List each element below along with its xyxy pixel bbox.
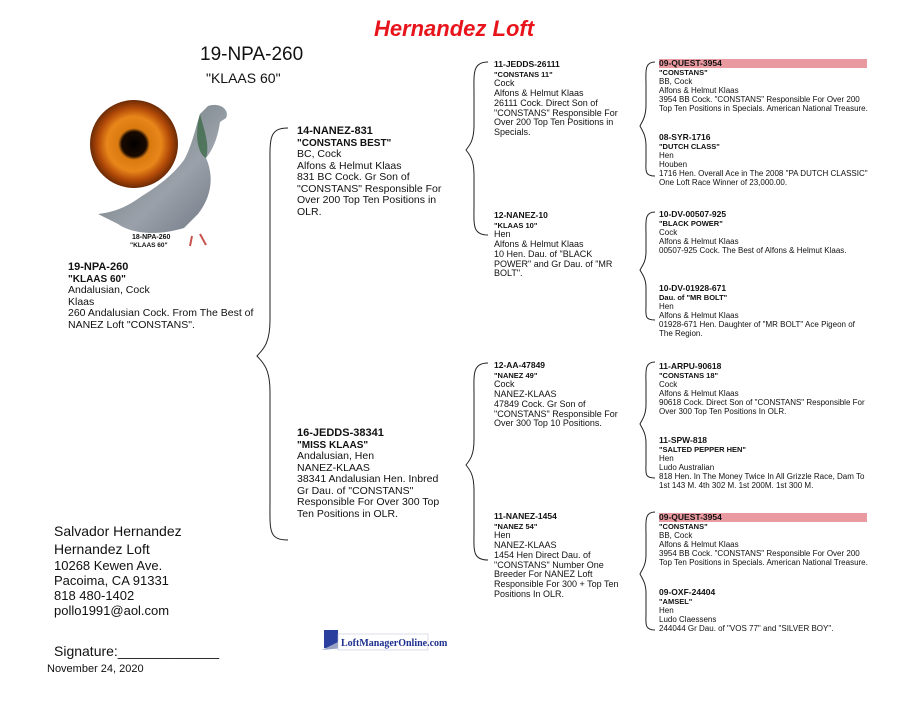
gen4-entry xyxy=(659,436,869,490)
gen3-color-sex: Hen xyxy=(494,229,511,240)
gen4-breeder: Alfons & Helmut Klaas xyxy=(659,389,739,398)
gen4-notes: 818 Hen. In The Money Twice In All Grizzle Race, Dam To 1st 143 M. 4th 302 M. 1st 200M. 1st 300 M. xyxy=(659,472,865,490)
gen3-name: "KLAAS 10" xyxy=(494,220,538,230)
gen4-color-sex: Hen xyxy=(659,606,674,615)
gen3-band: 11-JEDDS-26111 xyxy=(494,59,560,69)
gen4-color-sex: BB, Cock xyxy=(659,531,693,540)
gen3-entry xyxy=(494,361,629,429)
dam-band: 16-JEDDS-38341 xyxy=(297,427,384,439)
gen4-color-sex: Hen xyxy=(659,302,674,311)
gen4-name: "DUTCH CLASS" xyxy=(659,142,720,151)
bracket-gen2-sire xyxy=(466,62,488,235)
gen4-color-sex: BB, Cock xyxy=(659,77,693,86)
gen3-entry xyxy=(494,512,629,599)
gen4-notes: 3954 BB Cock. "CONSTANS" Responsible For Over 200 Top Ten Positions in Specials. American National Treasure. xyxy=(659,549,868,567)
signature-line: Signature:_____________ xyxy=(54,643,220,659)
sire-notes: 831 BC Cock. Gr Son of "CONSTANS" Responsible For Over 200 Top Ten Positions in OLR. xyxy=(297,171,442,218)
bracket-gen2-dam xyxy=(466,363,488,560)
gen3-name: "CONSTANS 11" xyxy=(494,69,553,79)
gen4-entry xyxy=(659,362,869,416)
subject-name: "KLAAS 60" xyxy=(68,273,126,285)
subject-band: 19-NPA-260 xyxy=(68,261,129,273)
gen4-notes: 01928-671 Hen. Daughter of "MR BOLT" Ace Pigeon of The Region. xyxy=(659,320,855,338)
gen4-band: 09-QUEST-3954 xyxy=(659,59,867,68)
gen3-color-sex: Cock xyxy=(494,379,515,390)
gen4-breeder: Ludo Claessens xyxy=(659,615,717,624)
gen4-color-sex: Hen xyxy=(659,151,674,160)
gen4-band: 08-SYR-1716 xyxy=(659,132,711,142)
gen4-breeder: Ludo Australian xyxy=(659,463,715,472)
gen4-band: 11-ARPU-90618 xyxy=(659,361,722,371)
gen4-breeder: Alfons & Helmut Klaas xyxy=(659,237,739,246)
gen3-notes: 1454 Hen Direct Dau. of "CONSTANS" Number One Breeder For NANEZ Loft Responsible For 300 + Top Ten Positions In OLR. xyxy=(494,549,619,599)
gen4-band: 11-SPW-818 xyxy=(659,435,708,445)
gen4-entry xyxy=(659,588,869,633)
loft-title: Hernandez Loft xyxy=(373,16,535,41)
gen4-notes: 90618 Cock. Direct Son of "CONSTANS" Responsible For Over 300 Top Ten Positions In OLR. xyxy=(659,398,865,416)
gen4-notes: 00507-925 Cock. The Best of Alfons & Helmut Klaas. xyxy=(659,246,847,255)
photo-caption-band: 18-NPA-260 xyxy=(132,234,171,241)
sire-entry xyxy=(297,126,447,218)
bracket-gen3-c xyxy=(640,362,655,478)
gen4-color-sex: Cock xyxy=(659,380,678,389)
loftmanager-logo[interactable] xyxy=(322,622,448,658)
gen4-breeder: Alfons & Helmut Klaas xyxy=(659,311,739,320)
sire-breeder: Alfons & Helmut Klaas xyxy=(297,159,402,172)
gen4-breeder: Alfons & Helmut Klaas xyxy=(659,540,739,549)
subject-entry xyxy=(68,262,258,331)
gen4-notes: 244044 Gr Dau. of "VOS 77" and "SILVER BOY". xyxy=(659,624,834,633)
dam-name: "MISS KLAAS" xyxy=(297,439,369,451)
dam-notes: 38341 Andalusian Hen. Inbred Gr Dau. of "CONSTANS" Responsible For Over 300 Top Ten Positions in OLR. xyxy=(297,473,440,520)
owner-block xyxy=(54,523,182,618)
gen4-notes: 3954 BB Cock. "CONSTANS" Responsible For Over 200 Top Ten Positions in Specials. American National Treasure. xyxy=(659,95,868,113)
gen4-entry xyxy=(659,210,869,255)
gen4-name: "SALTED PEPPER HEN" xyxy=(659,445,746,454)
gen3-breeder: NANEZ-KLAAS xyxy=(494,389,557,400)
gen4-entry xyxy=(659,284,869,338)
pigeon-photo xyxy=(88,96,236,248)
owner-loft: Hernandez Loft xyxy=(54,540,150,557)
gen3-breeder: Alfons & Helmut Klaas xyxy=(494,88,584,99)
eye-image xyxy=(90,100,178,188)
owner-address2: Pacoima, CA 91331 xyxy=(54,573,169,588)
gen4-color-sex: Cock xyxy=(659,228,678,237)
subject-breeder: Klaas xyxy=(68,295,95,308)
gen3-breeder: Alfons & Helmut Klaas xyxy=(494,239,584,250)
gen3-notes: 10 Hen. Dau. of "BLACK POWER" and Gr Dau. of "MR BOLT". xyxy=(494,248,613,279)
gen3-color-sex: Hen xyxy=(494,530,511,541)
gen3-band: 11-NANEZ-1454 xyxy=(494,511,557,521)
gen4-entry xyxy=(659,59,869,113)
gen4-notes: 1716 Hen. Overall Ace in The 2008 "PA DUTCH CLASSIC" One Loft Race Winner of 23,000.00. xyxy=(659,169,868,187)
gen3-entry xyxy=(494,60,629,138)
gen4-breeder: Alfons & Helmut Klaas xyxy=(659,86,739,95)
sire-name: "CONSTANS BEST" xyxy=(297,137,392,149)
gen3-band: 12-AA-47849 xyxy=(494,360,546,370)
gen4-name: "BLACK POWER" xyxy=(659,219,723,228)
subject-notes: 260 Andalusian Cock. From The Best of NANEZ Loft "CONSTANS". xyxy=(68,307,254,331)
gen4-entry xyxy=(659,133,869,187)
dam-entry xyxy=(297,428,447,520)
gen4-name: "CONSTANS" xyxy=(659,522,708,531)
gen3-band: 12-NANEZ-10 xyxy=(494,210,548,220)
gen4-breeder: Houben xyxy=(659,160,688,169)
gen4-name: "CONSTANS 18" xyxy=(659,371,719,380)
gen3-name: "NANEZ 54" xyxy=(494,521,538,531)
gen4-band: 10-DV-00507-925 xyxy=(659,209,727,219)
photo-caption-name: "KLAAS 60" xyxy=(130,242,168,249)
bracket-gen3-d xyxy=(640,512,655,630)
print-date: November 24, 2020 xyxy=(47,663,144,675)
gen4-band: 09-QUEST-3954 xyxy=(659,513,867,522)
sire-band: 14-NANEZ-831 xyxy=(297,125,373,137)
owner-email: pollo1991@aol.com xyxy=(54,603,170,618)
subject-band-header: 19-NPA-260 xyxy=(200,44,304,65)
gen3-entry xyxy=(494,211,629,279)
owner-name: Salvador Hernandez xyxy=(54,523,182,539)
gen4-name: Dau. of "MR BOLT" xyxy=(659,293,728,302)
gen3-name: "NANEZ 49" xyxy=(494,370,538,380)
bracket-gen1 xyxy=(257,128,288,540)
subject-color-sex: Andalusian, Cock xyxy=(68,284,150,296)
gen3-notes: 47849 Cock. Gr Son of "CONSTANS" Responsible For Over 300 Top 10 Positions. xyxy=(494,398,618,429)
gen3-notes: 26111 Cock. Direct Son of "CONSTANS" Responsible For Over 200 Top Ten Positions in Specials. xyxy=(494,97,618,137)
owner-address1: 10268 Kewen Ave. xyxy=(54,558,163,573)
dam-color-sex: Andalusian, Hen xyxy=(297,450,375,462)
logo-text: LoftManagerOnline.com xyxy=(341,638,448,649)
sire-color-sex: BC, Cock xyxy=(297,148,342,160)
gen4-name: "AMSEL" xyxy=(659,597,693,606)
gen4-band: 09-OXF-24404 xyxy=(659,587,716,597)
gen4-color-sex: Hen xyxy=(659,454,674,463)
bracket-gen3-b xyxy=(640,212,655,320)
gen3-breeder: NANEZ-KLAAS xyxy=(494,540,557,551)
owner-phone: 818 480-1402 xyxy=(54,588,135,603)
dam-breeder: NANEZ-KLAAS xyxy=(297,461,370,474)
gen4-entry xyxy=(659,513,869,567)
gen4-name: "CONSTANS" xyxy=(659,68,708,77)
gen3-color-sex: Cock xyxy=(494,78,515,89)
subject-name-header: "KLAAS 60" xyxy=(206,70,281,86)
bracket-gen3-a xyxy=(640,62,655,176)
gen4-band: 10-DV-01928-671 xyxy=(659,283,727,293)
